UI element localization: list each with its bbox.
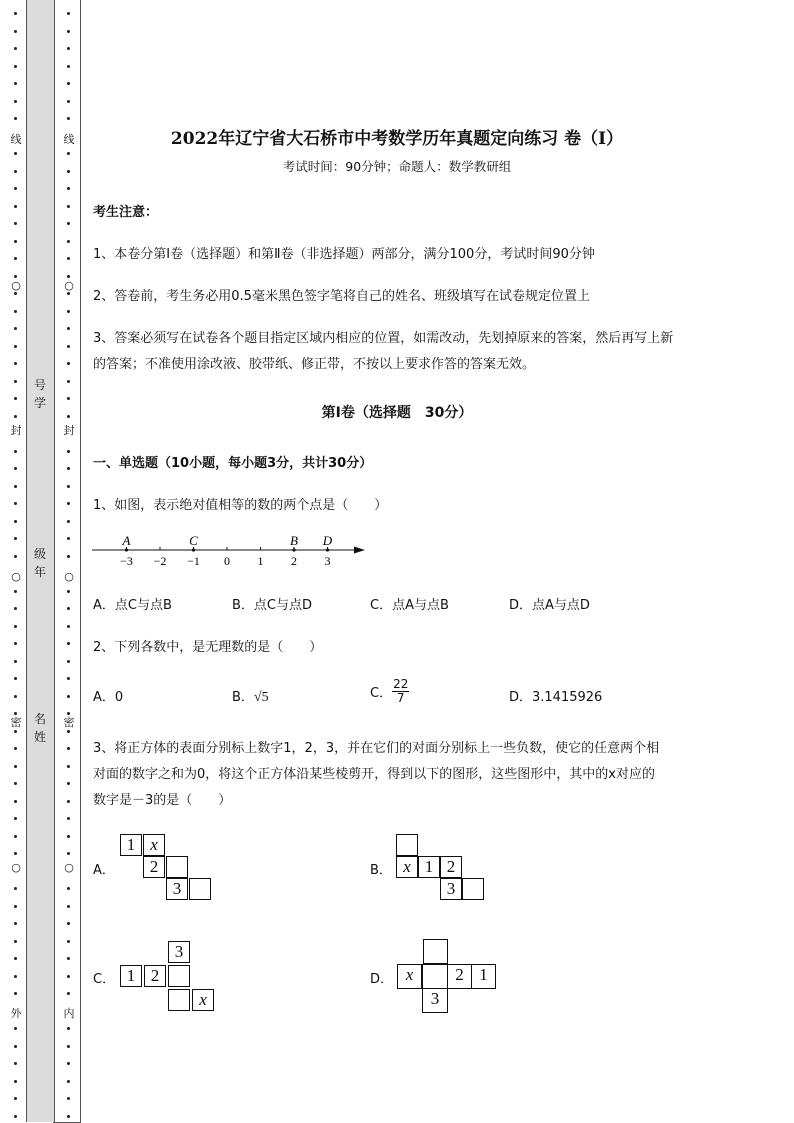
binding-dot xyxy=(67,555,70,558)
net-cell: 2 xyxy=(440,856,462,878)
binding-dot xyxy=(14,187,17,190)
fraction-denominator: 7 xyxy=(396,691,405,705)
binding-dot xyxy=(14,957,17,960)
binding-dot xyxy=(67,362,70,365)
binding-dot xyxy=(67,1062,70,1065)
binding-dot xyxy=(14,450,17,453)
binding-dot xyxy=(67,642,70,645)
notice-item: 3、答案必须写在试卷各个题目指定区域内相应的位置，如需改动，先划掉原来的答案，然后再写上新 xyxy=(93,331,674,346)
net-cell: 1 xyxy=(471,964,496,989)
outer-mark: 线 xyxy=(10,133,22,146)
binding-dot xyxy=(14,240,17,243)
part-heading: 一、单选题（10小题，每小题3分，共计30分） xyxy=(93,456,373,471)
question-2-stem: 2、下列各数中，是无理数的是（ ） xyxy=(93,640,323,655)
net-cell xyxy=(166,856,188,878)
binding-dot xyxy=(14,642,17,645)
tick-label: 1 xyxy=(257,554,264,568)
binding-dot xyxy=(14,485,17,488)
q3-option-b-label[interactable]: B． xyxy=(370,863,392,878)
fraction-numerator: 22 xyxy=(393,677,409,691)
binding-dot xyxy=(67,397,70,400)
binding-dot xyxy=(14,152,17,155)
binding-dot xyxy=(67,65,70,68)
outer-mark: 封 xyxy=(10,424,22,437)
net-cell xyxy=(168,965,190,987)
section-title: 第Ⅰ卷（选择题 30分） xyxy=(321,405,473,421)
tick-label: 0 xyxy=(224,554,230,568)
binding-dot xyxy=(14,1027,17,1030)
q1-option-b[interactable]: B．点C与点D xyxy=(232,598,313,613)
net-cell: 3 xyxy=(440,878,462,900)
binding-dot xyxy=(14,730,17,733)
binding-dot xyxy=(14,1045,17,1048)
binding-dot xyxy=(14,100,17,103)
net-cell-x: x xyxy=(143,834,165,856)
binding-dot xyxy=(67,712,70,715)
net-cell xyxy=(462,878,484,900)
binding-dot xyxy=(14,695,17,698)
q2-option-d[interactable]: D．3.1415926 xyxy=(509,690,603,705)
binding-dot xyxy=(14,1062,17,1065)
binding-dot xyxy=(14,625,17,628)
binding-dot xyxy=(14,327,17,330)
binding-dot xyxy=(67,607,70,610)
binding-dot xyxy=(14,292,17,295)
net-cell: 3 xyxy=(422,988,448,1013)
binding-dot xyxy=(14,205,17,208)
binding-dot xyxy=(14,502,17,505)
outer-mark: ○ xyxy=(9,571,23,583)
net-cell: 1 xyxy=(120,834,142,856)
binding-dot xyxy=(67,485,70,488)
tick-label: −2 xyxy=(153,554,167,568)
binding-dot xyxy=(14,257,17,260)
question-3-stem-line: 数字是－3的是（ ） xyxy=(93,793,232,808)
inner-mark: 密 xyxy=(63,716,75,729)
binding-dot xyxy=(67,1045,70,1048)
binding-dot xyxy=(67,310,70,313)
binding-dot xyxy=(14,922,17,925)
binding-dot xyxy=(67,782,70,785)
notice-item: 的答案；不准使用涂改液、胶带纸、修正带，不按以上要求作答的答案无效。 xyxy=(93,357,536,372)
binding-dot xyxy=(67,1027,70,1030)
point-label-c: C xyxy=(189,533,198,548)
binding-dot xyxy=(14,117,17,120)
binding-dot xyxy=(14,467,17,470)
outer-mark: 外 xyxy=(10,1007,22,1020)
inner-mark: 内 xyxy=(63,1007,75,1020)
binding-dot xyxy=(67,957,70,960)
net-cell xyxy=(422,964,448,989)
tick-label: −3 xyxy=(120,554,133,568)
binding-dot xyxy=(67,520,70,523)
binding-dot xyxy=(14,1115,17,1118)
net-cell xyxy=(423,939,448,964)
binding-dot xyxy=(14,310,17,313)
binding-dot xyxy=(67,905,70,908)
binding-dot xyxy=(14,520,17,523)
net-cell: 3 xyxy=(168,941,190,963)
binding-dot xyxy=(67,467,70,470)
binding-dot xyxy=(14,887,17,890)
point-d xyxy=(326,548,329,551)
binding-dot xyxy=(67,940,70,943)
q1-option-a[interactable]: A．点C与点B xyxy=(93,598,172,613)
binding-dot xyxy=(67,502,70,505)
net-cell: 2 xyxy=(447,964,472,989)
point-b xyxy=(292,548,295,551)
net-cell: 1 xyxy=(418,856,440,878)
binding-dot xyxy=(67,205,70,208)
binding-dot xyxy=(67,327,70,330)
binding-dot xyxy=(67,30,70,33)
binding-dot xyxy=(67,590,70,593)
fraction xyxy=(392,678,409,705)
inner-mark: ○ xyxy=(62,862,76,874)
binding-dot xyxy=(67,450,70,453)
binding-dot xyxy=(67,1115,70,1118)
binding-dot xyxy=(14,835,17,838)
net-cell xyxy=(189,878,211,900)
q2-option-b[interactable] xyxy=(232,686,269,706)
binding-dot xyxy=(14,975,17,978)
net-cell: 3 xyxy=(166,878,188,900)
q2-option-c[interactable] xyxy=(370,678,409,705)
binding-dot xyxy=(67,292,70,295)
number-line-figure xyxy=(88,530,378,572)
binding-dot xyxy=(14,905,17,908)
binding-dot xyxy=(14,782,17,785)
binding-dot xyxy=(67,730,70,733)
binding-dot xyxy=(67,677,70,680)
binding-dot xyxy=(67,82,70,85)
binding-dot xyxy=(67,922,70,925)
binding-dot xyxy=(14,747,17,750)
binding-dot xyxy=(67,257,70,260)
inner-mark: 封 xyxy=(63,424,75,437)
binding-dot xyxy=(14,12,17,15)
binding-dot xyxy=(67,835,70,838)
net-cell: 1 xyxy=(120,965,142,987)
net-cell-x: x xyxy=(192,989,214,1011)
binding-dot xyxy=(67,345,70,348)
binding-dot xyxy=(14,590,17,593)
net-cell-x: x xyxy=(397,964,422,989)
point-label-b: B xyxy=(290,533,298,548)
point-a xyxy=(125,548,128,551)
inner-mark: 线 xyxy=(63,133,75,146)
binding-dot xyxy=(14,555,17,558)
binding-dot xyxy=(67,625,70,628)
binding-dot xyxy=(14,82,17,85)
outer-mark: ○ xyxy=(9,862,23,874)
net-cell: 2 xyxy=(144,965,166,987)
q2-option-c-prefix: C． xyxy=(370,686,393,701)
net-cell xyxy=(168,989,190,1011)
binding-dot xyxy=(14,800,17,803)
net-cell: 2 xyxy=(143,856,165,878)
binding-dot xyxy=(14,852,17,855)
binding-dot xyxy=(67,187,70,190)
binding-dot xyxy=(67,747,70,750)
binding-dot xyxy=(14,380,17,383)
q3-option-c-label[interactable]: C． xyxy=(93,972,116,987)
binding-dot xyxy=(14,712,17,715)
inner-mark: ○ xyxy=(62,571,76,583)
notice-item: 2、答卷前，考生务必用0.5毫米黑色签字笔将自己的姓名、班级填写在试卷规定位置上 xyxy=(93,289,590,304)
binding-dot xyxy=(67,765,70,768)
q3-option-d-label[interactable]: D． xyxy=(370,972,394,987)
binding-dot xyxy=(14,765,17,768)
binding-dot xyxy=(67,117,70,120)
notice-heading: 考生注意： xyxy=(93,205,159,220)
binding-dot xyxy=(14,537,17,540)
binding-dot xyxy=(67,1097,70,1100)
binding-dot xyxy=(14,660,17,663)
binding-dot xyxy=(14,47,17,50)
binding-dot xyxy=(14,1080,17,1083)
page-title: 2022年辽宁省大石桥市中考数学历年真题定向练习 卷（Ⅰ） xyxy=(170,129,624,149)
binding-dot xyxy=(14,345,17,348)
binding-dot xyxy=(67,537,70,540)
binding-dot xyxy=(67,47,70,50)
binding-dot xyxy=(67,817,70,820)
binding-dot xyxy=(67,695,70,698)
net-cell xyxy=(396,834,418,856)
notice-item: 1、本卷分第Ⅰ卷（选择题）和第Ⅱ卷（非选择题）两部分，满分100分，考试时间90分钟 xyxy=(93,247,595,262)
point-label-a: A xyxy=(122,533,131,548)
outer-mark: ○ xyxy=(9,280,23,292)
point-c xyxy=(192,548,195,551)
tick-label: 3 xyxy=(324,554,331,568)
q2-option-b-prefix: B． xyxy=(232,690,254,705)
binding-dot xyxy=(67,1080,70,1083)
binding-dot xyxy=(14,275,17,278)
net-cell-x: x xyxy=(396,856,418,878)
binding-dot xyxy=(67,852,70,855)
q1-option-d[interactable]: D．点A与点D xyxy=(509,598,590,613)
binding-dot xyxy=(67,992,70,995)
binding-dot xyxy=(14,1097,17,1100)
outer-mark: 密 xyxy=(10,716,22,729)
student-id-field-label: 号学 xyxy=(33,378,46,410)
binding-dot xyxy=(14,817,17,820)
tick-label: −1 xyxy=(187,554,200,568)
binding-dot xyxy=(14,397,17,400)
binding-dot xyxy=(14,677,17,680)
binding-dot xyxy=(14,362,17,365)
question-3-stem-line: 对面的数字之和为0，将这个正方体沿某些棱剪开，得到以下的图形，这些图形中，其中的x对应的 xyxy=(93,767,655,782)
binding-dot xyxy=(14,992,17,995)
question-3-stem-line: 3、将正方体的表面分别标上数字1，2，3，并在它们的对面分别标上一些负数，使它的任意两个相 xyxy=(93,741,660,756)
tick-label: 2 xyxy=(291,554,297,568)
page-subtitle: 考试时间：90分钟；命题人：数学教研组 xyxy=(282,159,512,174)
binding-dot xyxy=(67,12,70,15)
binding-dot xyxy=(14,222,17,225)
question-1-stem: 1、如图，表示绝对值相等的数的两个点是（ ） xyxy=(93,498,388,513)
point-label-d: D xyxy=(322,533,333,548)
sqrt-five: √5 xyxy=(253,690,269,705)
binding-dot xyxy=(67,800,70,803)
name-field-label: 名姓 xyxy=(33,712,46,744)
binding-dot xyxy=(14,607,17,610)
q1-option-c[interactable]: C．点A与点B xyxy=(370,598,449,613)
binding-dot xyxy=(67,222,70,225)
grade-field-label: 级年 xyxy=(33,547,46,579)
binding-dot xyxy=(67,887,70,890)
inner-mark: ○ xyxy=(62,280,76,292)
number-line-arrow xyxy=(354,547,365,554)
binding-dot xyxy=(67,660,70,663)
q2-option-a[interactable]: A．0 xyxy=(93,690,124,705)
binding-dot xyxy=(67,275,70,278)
binding-dot xyxy=(14,940,17,943)
binding-dot xyxy=(67,152,70,155)
binding-dot xyxy=(67,380,70,383)
binding-dot xyxy=(14,30,17,33)
q3-option-a-label[interactable]: A． xyxy=(93,863,115,878)
binding-dot xyxy=(67,975,70,978)
binding-dot xyxy=(67,240,70,243)
binding-dot xyxy=(14,65,17,68)
binding-dot xyxy=(67,100,70,103)
